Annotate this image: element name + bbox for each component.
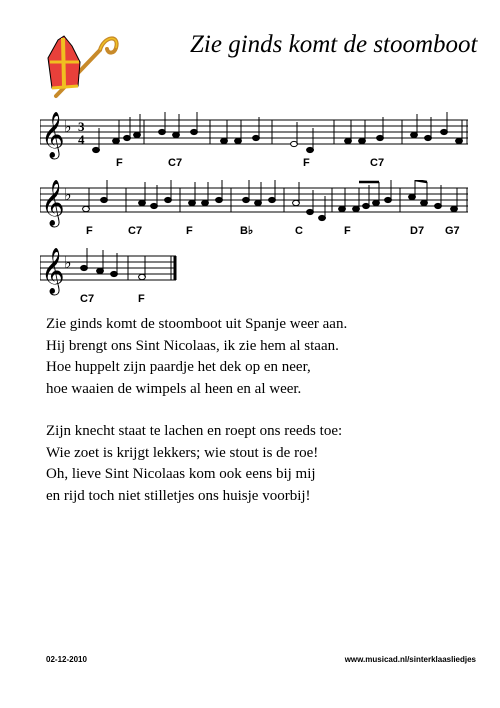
lyrics [46,314,466,528]
treble-clef-icon: 𝄞 [41,248,65,294]
chord-label: D7 [410,225,425,237]
chord-label: F [86,225,93,237]
footer-date: 02-12-2010 [46,655,87,664]
flat-sign-icon: ♭ [64,253,72,272]
time-signature-numerator: 3 [78,119,85,134]
chord-label: B♭ [240,225,254,237]
flat-sign-icon: ♭ [64,185,72,204]
lyric-line: en rijd toch niet stilletjes ons huisje voorbij! [46,487,311,504]
footer-url[interactable]: www.musicad.nl/sinterklaasliedjes [344,655,476,664]
chord-label: F [344,225,351,237]
lyric-line: Hoe huppelt zijn paardje het dek op en neer, [46,359,311,375]
lyric-line: Wie zoet is krijgt lekkers; wie stout is de roe! [46,444,319,461]
lyric-line: Hij brengt ons Sint Nicolaas, ik zie hem al staan. [46,337,339,354]
chord-label: C7 [370,157,385,169]
music-staff-1 [40,112,470,172]
chord-label: C7 [168,157,183,169]
song-title: Zie ginds komt de stoomboot [190,31,478,58]
lyrics-stanza-1 [46,314,466,400]
lyric-line: Oh, lieve Sint Nicolaas kom ook eens bij mij [46,466,316,482]
lyrics-stanza-2 [46,421,466,507]
lyric-line: Zie ginds komt de stoomboot uit Spanje weer aan. [46,316,348,332]
flat-sign-icon: ♭ [64,117,72,136]
time-signature-denominator: 4 [78,132,85,147]
music-staff-3 [40,248,190,308]
lyric-line: Zijn knecht staat te lachen en roept ons reeds toe: [46,423,343,439]
music-staff-2 [40,180,470,240]
chord-label: C [295,225,303,237]
chord-label: F [138,293,145,305]
chord-label: C7 [128,225,143,237]
chord-label: F [186,225,193,237]
lyric-line: hoe waaien de wimpels al heen en al weer. [46,380,302,397]
chord-label: G7 [445,225,460,237]
bishop-mitre-crozier-icon [42,28,122,100]
treble-clef-icon: 𝄞 [41,112,65,158]
chord-label: C7 [80,293,95,305]
chord-label: F [303,157,310,169]
treble-clef-icon: 𝄞 [41,180,65,226]
chord-label: F [116,157,123,169]
